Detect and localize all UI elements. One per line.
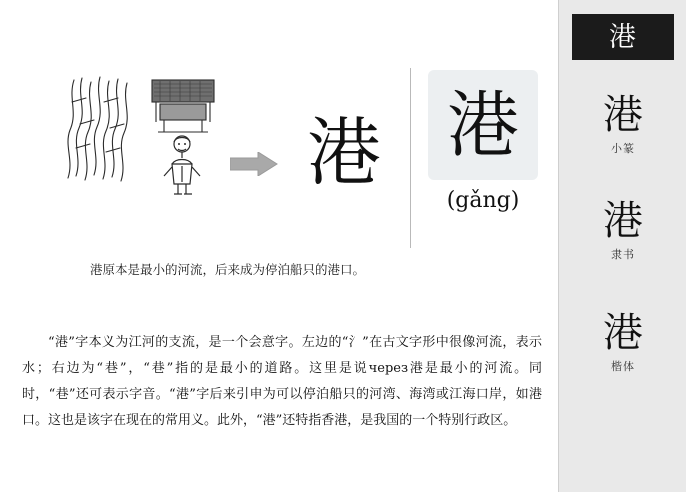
vertical-divider [410, 68, 411, 248]
arrow-right-icon [230, 152, 278, 176]
illustration-drawing [60, 72, 250, 202]
sidebar-glyph-regular: 港 [603, 310, 643, 356]
illustration-ancient-scene [60, 72, 250, 202]
seal-script-glyph: 港 [307, 110, 381, 196]
pinyin-label: (gǎng) [446, 188, 520, 213]
sidebar-caption-seal: 小篆 [611, 142, 635, 155]
sidebar-title: 港 [609, 21, 637, 53]
explanation-paragraph: “港”字本义为江河的支流，是一个会意字。左边的“氵”在古文字形中很像河流，表示水；右边为“巷”，“巷”指的是最小的道路。这里是说через港是最小的河流。同时，“巷”还可表示字音。“港”字后来引申为可以停泊船只的河湾、海湾或江海口岸，如港口。这也是该字在现在的常用义。此外，“港”还特指香港，是我国的一个特别行政区。 [22, 335, 542, 428]
sidebar-caption-regular: 楷体 [611, 360, 635, 373]
sidebar-entry-seal [559, 94, 686, 156]
sidebar-caption-clerical: 隶书 [611, 248, 635, 261]
picture-caption: 港原本是最小的河流，后来成为停泊船只的港口。 [90, 262, 366, 277]
sidebar-glyph-seal: 港 [603, 92, 643, 138]
headword-character: 港 [446, 83, 519, 167]
headword-box [428, 70, 538, 180]
sidebar-entry-clerical [559, 200, 686, 262]
script-evolution-sidebar [558, 0, 686, 492]
sidebar-header [572, 14, 674, 60]
sidebar-glyph-clerical: 港 [603, 198, 643, 244]
sidebar-entry-regular [559, 312, 686, 374]
